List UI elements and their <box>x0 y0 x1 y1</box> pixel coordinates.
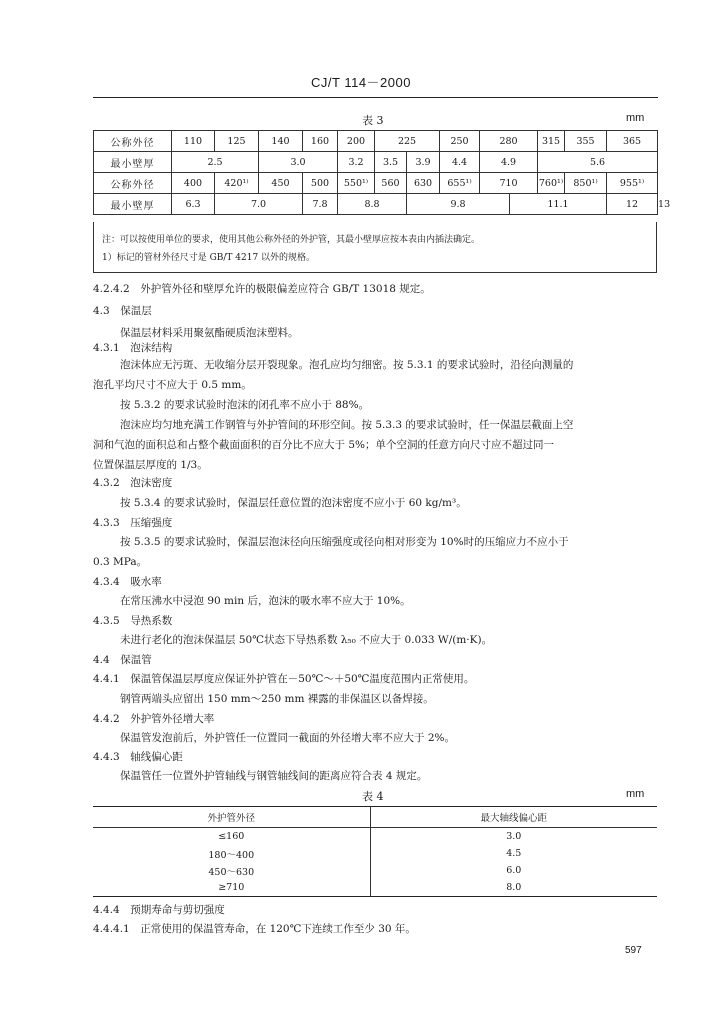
table-cell: 6.0 <box>370 862 657 879</box>
clause-4-2-4-2: 4.2.4.2 外护管外径和壁厚允许的极限偏差应符合 GB/T 13018 规定。 <box>93 283 431 295</box>
table-cell: 12 <box>607 194 658 215</box>
page-number: 597 <box>625 945 642 956</box>
paragraph: 泡沫体应无污斑、无收缩分层开裂现象。泡孔应均匀细密。按 5.3.1 的要求试验时，沿径向测量的 <box>120 359 574 371</box>
table-cell: 7.0 <box>215 194 303 215</box>
table4 <box>93 806 657 897</box>
table-row <box>93 845 657 862</box>
column-header: 最大轴线偏心距 <box>370 807 657 828</box>
paragraph: 按 5.3.5 的要求试验时，保温层泡沫径向压缩强度或径向相对形变为 10%时的压缩应力不应小于 <box>120 536 569 548</box>
table-row <box>94 173 658 194</box>
paragraph: 未进行老化的泡沫保温层 50℃状态下导热系数 λ₅₀ 不应大于 0.033 W/(m·K)。 <box>120 634 493 646</box>
table-cell: 250 <box>440 131 480 152</box>
table-cell: 公称外径 <box>94 131 172 152</box>
paragraph: 位置保温层厚度的 1/3。 <box>93 459 208 471</box>
paragraph: 保温管任一位置外护管轴线与钢管轴线间的距离应符合表 4 规定。 <box>120 770 428 782</box>
heading-4-3-4: 4.3.4 吸水率 <box>93 576 162 588</box>
table-cell: 4.4 <box>440 152 480 173</box>
table-cell: 11.1 <box>510 194 607 215</box>
table-row <box>93 879 657 897</box>
table-cell: 225 <box>375 131 440 152</box>
table-cell: 7.8 <box>303 194 338 215</box>
table-cell: 3.5 <box>375 152 407 173</box>
table-cell: 160 <box>303 131 338 152</box>
table-cell: 850¹⁾ <box>565 173 607 194</box>
table-cell: 4.5 <box>370 845 657 862</box>
header-rule <box>93 97 658 98</box>
table3-note: 注：可以按使用单位的要求，使用其他公称外径的外护管，其最小壁厚应按本表由内插法确定。 <box>102 235 481 245</box>
paragraph: 按 5.3.2 的要求试验时泡沫的闭孔率不应小于 88%。 <box>120 399 370 411</box>
table-cell: 8.0 <box>370 879 657 897</box>
table-cell: 550¹⁾ <box>338 173 375 194</box>
table-cell: 110 <box>172 131 215 152</box>
heading-4-4-4: 4.4.4 预期寿命与剪切强度 <box>93 904 225 916</box>
heading-4-3-5: 4.3.5 导热系数 <box>93 615 173 627</box>
table-cell: 355 <box>565 131 607 152</box>
table-header-row <box>93 807 657 828</box>
table-row: 最小壁厚 6.3 7.0 7.8 8.8 9.8 11.1 12 13 <box>94 194 658 215</box>
table-cell: ≥710 <box>93 879 370 897</box>
table-row <box>93 862 657 879</box>
paragraph: 按 5.3.4 的要求试验时，保温层任意位置的泡沫密度不应小于 60 kg/m³。 <box>120 497 467 509</box>
table-cell: 630 <box>407 173 440 194</box>
paragraph: 0.3 MPa。 <box>93 556 148 568</box>
table-cell: 450 <box>259 173 303 194</box>
clause-4-4-1: 4.4.1 保温管保温层厚度应保证外护管在－50℃～＋50℃温度范围内正常使用。 <box>93 673 475 685</box>
paragraph: 泡孔平均尺寸不应大于 0.5 mm。 <box>93 379 252 391</box>
table3-unit: mm <box>626 112 645 124</box>
table-cell: 655¹⁾ <box>440 173 480 194</box>
table-row <box>93 828 657 846</box>
clause-4-4-4-1: 4.4.4.1 正常使用的保温管寿命，在 120℃下连续工作至少 30 年。 <box>93 923 416 935</box>
table-cell: 3.0 <box>370 828 657 846</box>
paragraph: 泡沫应均匀地充满工作钢管与外护管间的环形空间。按 5.3.3 的要求试验时，任一保温层截面上空 <box>120 419 574 431</box>
table-cell: 560 <box>375 173 407 194</box>
paragraph: 保温层材料采用聚氨酯硬质泡沫塑料。 <box>120 327 299 339</box>
table-cell: 180～400 <box>93 845 370 862</box>
table-cell: 955¹⁾ <box>607 173 658 194</box>
table-cell: 420¹⁾ <box>215 173 259 194</box>
table3-caption: 表 3 <box>362 114 384 127</box>
heading-4-4: 4.4 保温管 <box>93 654 152 666</box>
table-cell: 710 <box>480 173 538 194</box>
heading-4-4-2: 4.4.2 外护管外径增大率 <box>93 713 215 725</box>
table-cell: 140 <box>259 131 303 152</box>
heading-4-3-3: 4.3.3 压缩强度 <box>93 517 173 529</box>
table-cell: 6.3 <box>172 194 215 215</box>
heading-4-3-2: 4.3.2 泡沫密度 <box>93 477 173 489</box>
paragraph: 保温管发泡前后，外护管任一位置同一截面的外径增大率不应大于 2%。 <box>120 732 455 744</box>
table3-footnote: 1）标记的管材外径尺寸是 GB/T 4217 以外的规格。 <box>102 253 316 263</box>
heading-4-4-3: 4.4.3 轴线偏心距 <box>93 751 183 763</box>
table-cell: 4.9 <box>480 152 538 173</box>
table4-caption: 表 4 <box>362 790 384 803</box>
table-cell: 最小壁厚 <box>94 194 172 215</box>
table-cell: 760¹⁾ <box>538 173 565 194</box>
table-cell: 200 <box>338 131 375 152</box>
table3 <box>93 130 671 215</box>
table-cell: ≤160 <box>93 828 370 846</box>
table-cell: 最小壁厚 <box>94 152 172 173</box>
table3-notes <box>93 222 657 273</box>
table-cell: 5.6 <box>538 152 658 173</box>
standard-header: CJ/T 114－2000 <box>311 75 411 90</box>
table-cell: 315 <box>538 131 565 152</box>
heading-4-3: 4.3 保温层 <box>93 305 152 317</box>
table-cell: 125 <box>215 131 259 152</box>
table-cell: 500 <box>303 173 338 194</box>
table-cell: 8.8 <box>338 194 407 215</box>
table-cell: 公称外径 <box>94 173 172 194</box>
table4-unit: mm <box>626 788 645 800</box>
table-cell: 3.2 <box>338 152 375 173</box>
table-cell: 3.9 <box>407 152 440 173</box>
column-header: 外护管外径 <box>93 807 370 828</box>
heading-4-3-1: 4.3.1 泡沫结构 <box>93 342 173 354</box>
table-row <box>94 131 658 152</box>
table-cell: 9.8 <box>407 194 510 215</box>
table-cell: 3.0 <box>259 152 338 173</box>
paragraph: 洞和气泡的面积总和占整个截面面积的百分比不应大于 5%；单个空洞的任意方向尺寸应不超过同一 <box>93 439 554 451</box>
table-cell: 280 <box>480 131 538 152</box>
table-cell: 400 <box>172 173 215 194</box>
paragraph: 在常压沸水中浸泡 90 min 后，泡沫的吸水率不应大于 10%。 <box>120 595 411 607</box>
table-cell: 2.5 <box>172 152 259 173</box>
table-cell: 365 <box>607 131 658 152</box>
table-row <box>94 152 658 173</box>
paragraph: 钢管两端头应留出 150 mm～250 mm 裸露的非保温区以备焊接。 <box>120 693 434 705</box>
table-cell: 450～630 <box>93 862 370 879</box>
